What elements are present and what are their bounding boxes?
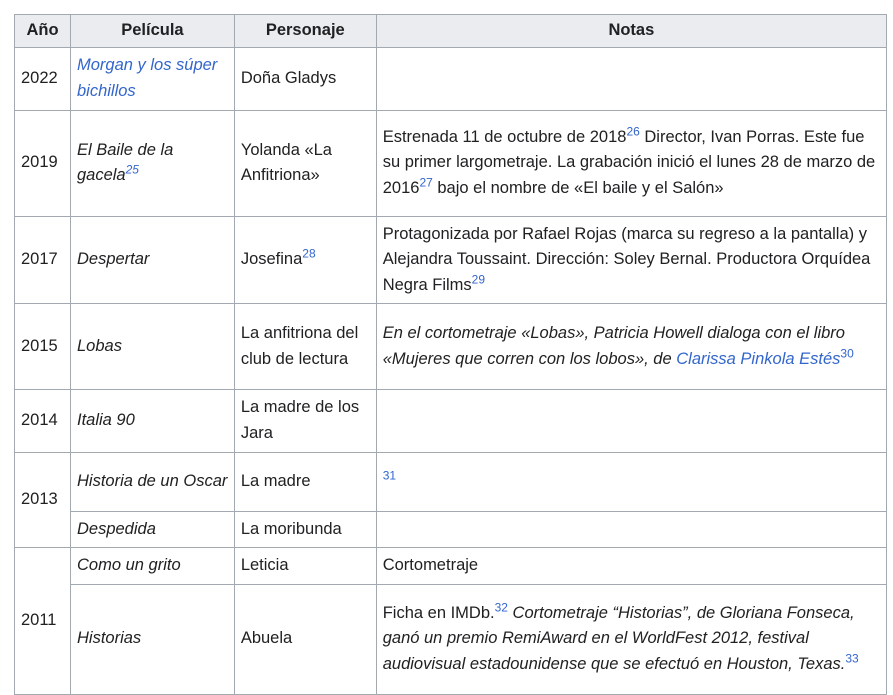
header-notes[interactable]: Notas [376,15,886,48]
year-cell: 2014 [15,390,71,452]
table-row [15,216,887,304]
filmography-table [14,14,887,695]
year-cell: 2017 [15,216,71,304]
notes-cell: Cortometraje [376,548,886,585]
table-row [15,110,887,216]
year-cell: 2013 [15,452,71,548]
notes-cell [376,304,886,390]
character-cell: Yolanda «La Anfitriona» [234,110,376,216]
reference-link[interactable]: 28 [302,246,316,261]
character-cell: Abuela [234,584,376,694]
reference-link[interactable]: 30 [840,346,854,361]
table-row [15,548,887,585]
table-row [15,47,887,110]
reference-link[interactable]: 33 [845,651,859,666]
character-cell: Leticia [234,548,376,585]
notes-cell [376,110,886,216]
note-text: Protagonizada por Rafael Rojas (marca su regreso a la pantalla) y Alejandra Toussaint. Dirección: Soley Bernal. Productora Orquídea Negra Films [382,224,871,294]
character-cell: La madre de los Jara [234,390,376,452]
reference-link[interactable]: 32 [494,600,508,615]
header-year[interactable]: Año [15,15,71,48]
reference-link[interactable]: 29 [471,272,486,287]
film-cell: Italia 90 [70,390,234,452]
notes-cell [376,584,886,694]
film-cell: Historia de un Oscar [70,452,234,511]
note-text: Ficha en IMDb. [382,603,495,622]
note-text: bajo el nombre de «El baile y el Salón» [432,178,724,197]
film-cell: Despedida [70,511,234,548]
notes-cell [376,511,886,548]
film-cell: Como un grito [70,548,234,585]
year-cell: 2022 [15,47,71,110]
notes-cell [376,390,886,452]
table-row [15,390,887,452]
character-cell: La anfitriona del club de lectura [234,304,376,390]
reference-link[interactable]: 31 [382,468,397,483]
film-cell: Despertar [70,216,234,304]
notes-cell [376,47,886,110]
author-link-text: Clarissa Pinkola Estés [676,349,841,368]
reference-link[interactable]: 27 [419,175,433,190]
film-cell [70,47,234,110]
character-cell: La madre [234,452,376,511]
film-cell [70,110,234,216]
year-cell: 2011 [15,548,71,695]
note-text: En el cortometraje «Lobas», Patricia Howell dialoga con el libro «Mujeres que corren con los lobos», de [382,324,845,368]
film-link[interactable]: Morgan y los súper bichillos [76,56,218,100]
reference-link[interactable]: 25 [125,162,139,177]
character-cell: La moribunda [234,511,376,548]
header-row [15,15,887,48]
table-row [15,452,887,511]
reference-link[interactable]: 26 [626,124,640,139]
character-name: Josefina [240,250,303,269]
film-title: El Baile de la gacela [76,140,174,185]
note-text: Cortometraje “Historias”, de Gloriana Fonseca, ganó un premio RemiAward en el WorldFest 2012, festival audiovisual estadounidense que se efectuó en Houston, Texas. [382,603,855,674]
table-row [15,304,887,390]
character-cell [234,216,376,304]
notes-cell [376,216,886,304]
note-text: Estrenada 11 de octubre de 2018 [382,127,627,146]
table-row [15,511,887,548]
film-cell: Historias [70,584,234,694]
table-row [15,584,887,694]
notes-cell [376,452,886,511]
author-link[interactable] [676,350,840,368]
film-cell: Lobas [70,304,234,390]
year-cell: 2015 [15,304,71,390]
character-cell: Doña Gladys [234,47,376,110]
header-film[interactable]: Película [70,15,234,48]
header-character[interactable]: Personaje [234,15,376,48]
note-text: Director, Ivan Porras. Este fue su primer largometraje. La grabación inició el lunes 28 de marzo de 2016 [382,127,876,197]
year-cell: 2019 [15,110,71,216]
